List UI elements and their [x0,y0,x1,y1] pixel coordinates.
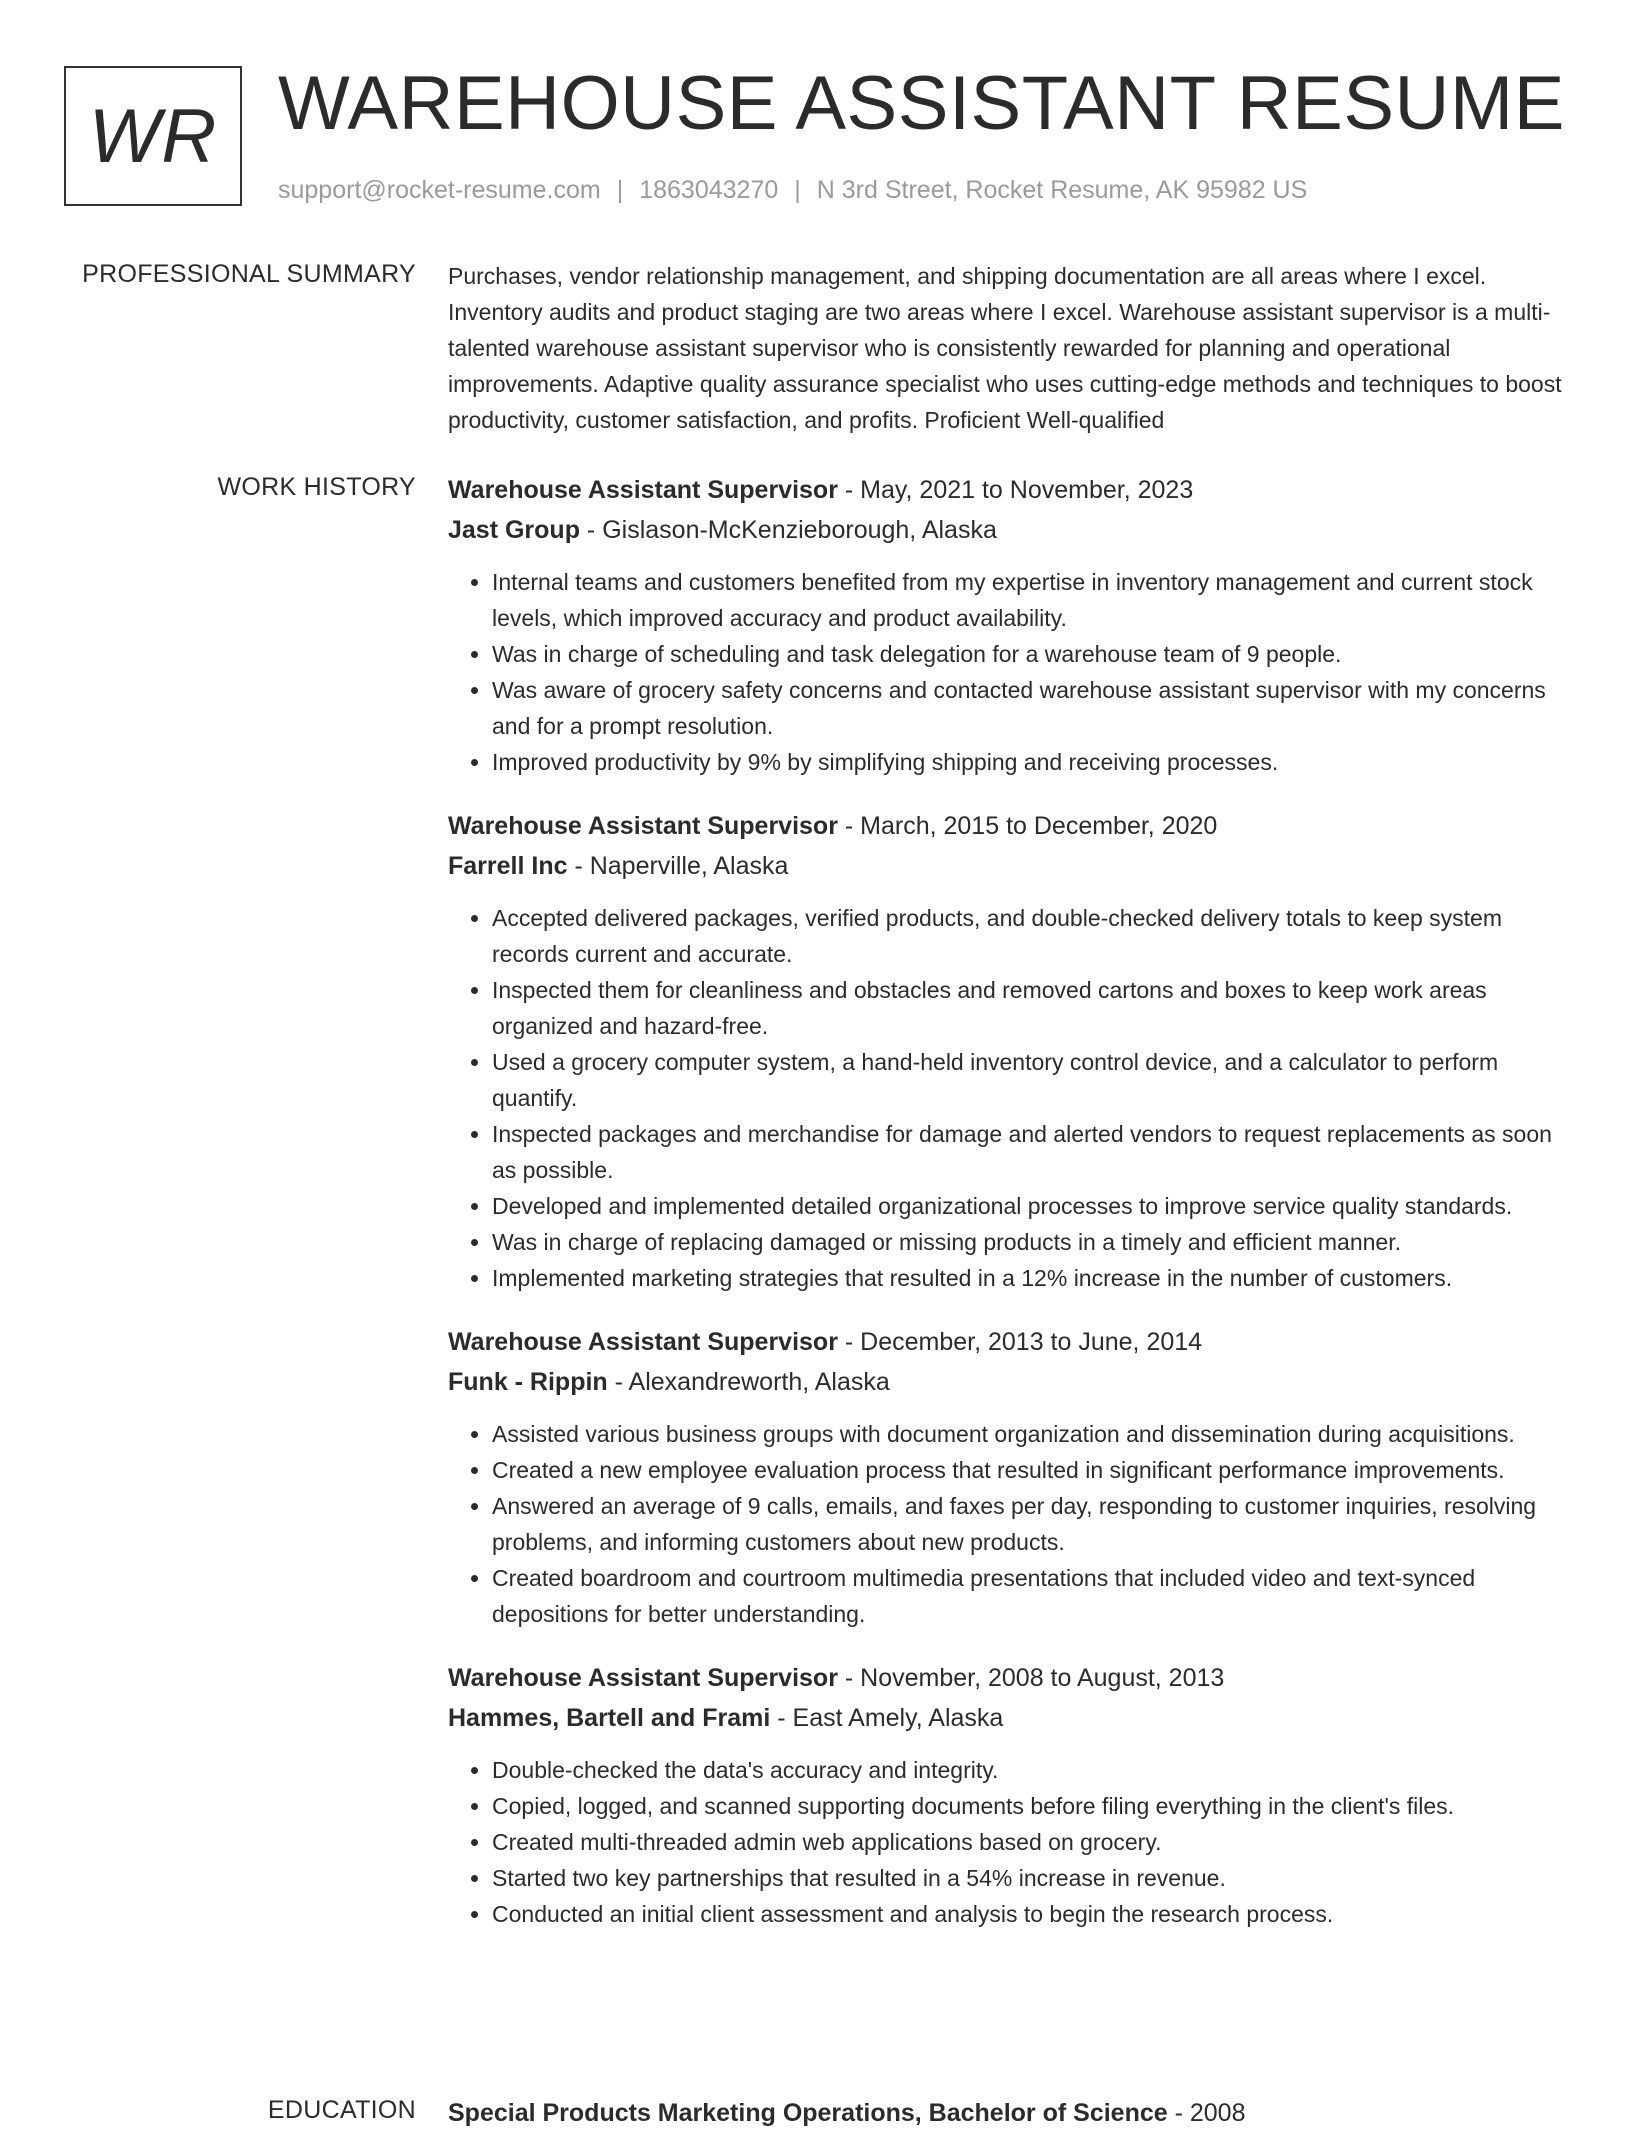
education-label: EDUCATION [267,2096,416,2124]
job-bullets [448,564,1568,780]
list-item: • Inspected them for cleanliness and obstacles and removed cartons and boxes to keep work areas organized and hazard-free. [492,972,1568,1044]
monogram-logo: WR [64,66,242,206]
job-bullets [448,900,1568,1296]
list-item: • Improved productivity by 9% by simplifying shipping and receiving processes. [492,744,1568,780]
job-title-line [448,1322,1568,1362]
education-section [64,2093,1568,2153]
contact-email[interactable]: support@rocket-resume.com [278,176,601,204]
summary-label: PROFESSIONAL SUMMARY [82,260,416,288]
job-company: Funk - Rippin [448,1368,608,1396]
job-title: Warehouse Assistant Supervisor [448,812,838,840]
work-history-body [448,470,1568,1958]
job-title-line [448,806,1568,846]
summary-section [64,258,1568,438]
job-location: - Alexandreworth, Alaska [607,1368,890,1396]
list-item: • Double-checked the data's accuracy and integrity. [492,1752,1568,1788]
work-history-section [64,470,1568,2070]
list-item: • Conducted an initial client assessment and analysis to begin the research process. [492,1896,1568,1932]
contact-line [278,176,1307,205]
job-location: - Naperville, Alaska [567,852,789,880]
job-location: - East Amely, Alaska [770,1704,1004,1732]
list-item: • Copied, logged, and scanned supporting documents before filing everything in the client's files. [492,1788,1568,1824]
list-item: • Inspected packages and merchandise for damage and alerted vendors to request replacements as soon as possible. [492,1116,1568,1188]
job-company: Farrell Inc [448,852,568,880]
list-item: • Accepted delivered packages, verified products, and double-checked delivery totals to keep system records current and accurate. [492,900,1568,972]
list-item: • Answered an average of 9 calls, emails, and faxes per day, responding to customer inquiries, resolving problems, and informing customers about new products. [492,1488,1568,1560]
job-location: - Gislason-McKenzieborough, Alaska [579,516,997,544]
job-title: Warehouse Assistant Supervisor [448,476,838,504]
list-item: • Developed and implemented detailed organizational processes to improve service quality standards. [492,1188,1568,1224]
job-title: Warehouse Assistant Supervisor [448,1328,838,1356]
job-company-line [448,1362,1568,1402]
job-title-line [448,470,1568,510]
job-title: Warehouse Assistant Supervisor [448,1664,838,1692]
list-item: • Created a new employee evaluation process that resulted in significant performance improvements. [492,1452,1568,1488]
education-degree: Special Products Marketing Operations, Bachelor of Science [448,2099,1168,2127]
job-entry [448,806,1568,1296]
job-title-line [448,1658,1568,1698]
job-company-line [448,510,1568,550]
list-item: • Was in charge of scheduling and task delegation for a warehouse team of 9 people. [492,636,1568,672]
work-history-label: WORK HISTORY [217,473,416,501]
contact-address: N 3rd Street, Rocket Resume, AK 95982 US [816,176,1308,204]
list-item: • Used a grocery computer system, a hand-held inventory control device, and a calculator to perform quantify. [492,1044,1568,1116]
contact-separator: | [616,176,624,204]
job-bullets [448,1416,1568,1632]
contact-separator: | [794,176,801,204]
job-dates: - November, 2008 to August, 2013 [837,1664,1225,1692]
list-item: • Internal teams and customers benefited from my expertise in inventory management and current stock levels, which improved accuracy and product availability. [492,564,1568,636]
list-item: • Implemented marketing strategies that resulted in a 12% increase in the number of customers. [492,1260,1568,1296]
list-item: • Was in charge of replacing damaged or missing products in a timely and efficient manner. [492,1224,1568,1260]
contact-phone[interactable]: 1863043270 [639,176,779,204]
list-item: • Assisted various business groups with document organization and dissemination during acquisitions. [492,1416,1568,1452]
job-company: Hammes, Bartell and Frami [448,1704,771,1732]
education-body [448,2093,1568,2133]
education-year: - 2008 [1167,2099,1246,2127]
page-title: WAREHOUSE ASSISTANT RESUME [278,61,1565,146]
job-entry [448,1322,1568,1632]
list-item: • Created boardroom and courtroom multimedia presentations that included video and text-synced depositions for better understanding. [492,1560,1568,1632]
job-entry [448,1658,1568,1932]
summary-body [448,258,1568,438]
list-item: • Created multi-threaded admin web applications based on grocery. [492,1824,1568,1860]
job-dates: - December, 2013 to June, 2014 [837,1328,1203,1356]
job-dates: - March, 2015 to December, 2020 [837,812,1218,840]
job-company: Jast Group [448,516,580,544]
list-item: • Was aware of grocery safety concerns and contacted warehouse assistant supervisor with my concerns and for a prompt resolution. [492,672,1568,744]
job-entry [448,470,1568,780]
list-item: • Started two key partnerships that resulted in a 54% increase in revenue. [492,1860,1568,1896]
job-bullets [448,1752,1568,1932]
job-dates: - May, 2021 to November, 2023 [837,476,1194,504]
summary-text: Purchases, vendor relationship management, and shipping documentation are all areas where I excel. Inventory audits and product staging are two areas where I excel. Warehouse assistant supervisor is a multi-talented warehouse assistant supervisor who is consistently rewarded for planning and operational improvements. Adaptive quality assurance specialist who uses cutting-edge methods and techniques to boost productivity, customer satisfaction, and profits. Proficient Well-qualified [448,263,1562,433]
job-company-line [448,846,1568,886]
resume-header [64,61,1568,211]
education-line [448,2093,1568,2133]
job-company-line [448,1698,1568,1738]
